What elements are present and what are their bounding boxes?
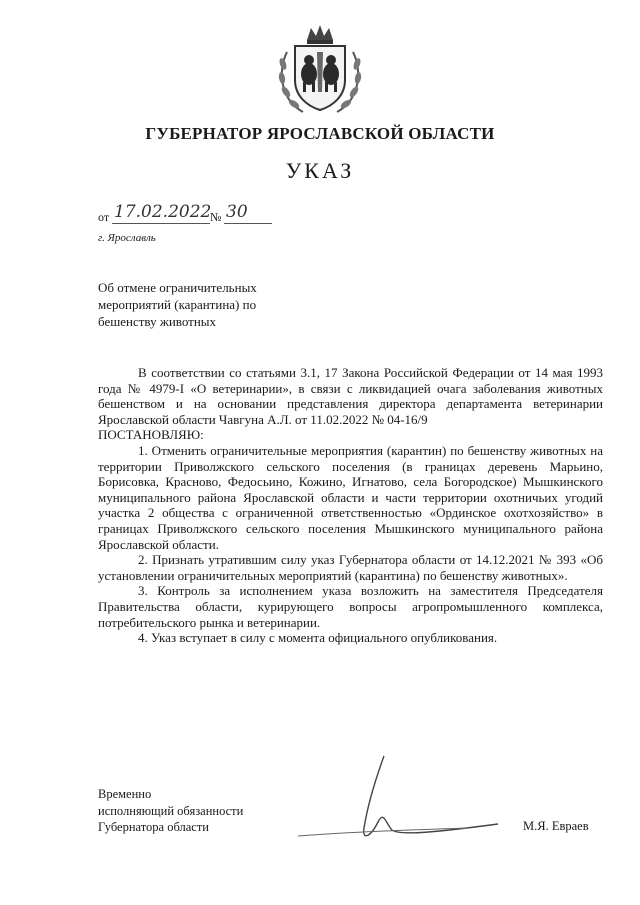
decree-subject <box>98 279 318 330</box>
position-line: исполняющий обязанности <box>98 803 244 818</box>
handwritten-signature <box>288 748 508 848</box>
date-prefix: от <box>98 210 110 224</box>
decree-item-4: 4. Указ вступает в силу с момента официального опубликования. <box>138 630 498 646</box>
issuing-authority: ГУБЕРНАТОР ЯРОСЛАВСКОЙ ОБЛАСТИ <box>145 124 495 143</box>
decree-item-3: 3. Контроль за исполнением указа возложить на заместителя Председателя Правительства области, курирующего вопросы агропромышленного комплекса, потребительского рынка и ветеринарии. <box>98 583 603 630</box>
subject-line: мероприятий (карантина) по <box>98 297 257 312</box>
number-value: 30 <box>226 202 248 222</box>
decree-word: ПОСТАНОВЛЯЮ: <box>98 427 204 443</box>
signatory-position <box>98 786 243 836</box>
subject-line: Об отмене ограничительных <box>98 280 257 295</box>
decree-item-2: 2. Признать утратившим силу указ Губернатора области от 14.12.2021 № 393 «Об установлении ограничительных мероприятий (карантина) по бешенству животных». <box>98 552 603 583</box>
date-value: 17.02.2022 <box>114 202 212 222</box>
date-number-line <box>98 204 278 226</box>
decree-body <box>98 365 603 646</box>
city-line: г. Ярославль <box>98 232 156 244</box>
position-line: Временно <box>98 787 152 801</box>
number-underline <box>224 223 272 224</box>
number-prefix: № <box>210 210 222 224</box>
decree-item-1: 1. Отменить ограничительные мероприятия (карантин) по бешенству животных на территории Приволжского сельского поселения (в границах деревень Марьино, Борисовка, Красново, Федосьино, Кожино, Игнатово, села Богородское) Мышкинского муниципального района Ярославской области и части территории охотничьих угодий участка 2 общества с ограниченной ответственностью «Ординское охотхозяйство» в границах Приволжского сельского поселения Мышкинского муниципального района Ярославской области. <box>98 442 603 552</box>
subject-line: бешенству животных <box>98 314 217 329</box>
document-type: УКАЗ <box>285 158 355 183</box>
date-underline <box>112 223 210 224</box>
coat-of-arms-icon <box>273 22 367 118</box>
position-line: Губернатора области <box>98 820 209 834</box>
preamble-paragraph: В соответствии со статьями 3.1, 17 Закона Российской Федерации от 14 мая 1993 года № 4979-I «О ветеринарии», в связи с ликвидацией очага заболевания животных бешенством и на основании представления директора департамента ветеринарии Ярославской области Чавгуна А.Л. от 11.02.2022 № 04-16/9 <box>98 365 603 427</box>
signatory-name: М.Я. Евраев <box>523 819 589 833</box>
